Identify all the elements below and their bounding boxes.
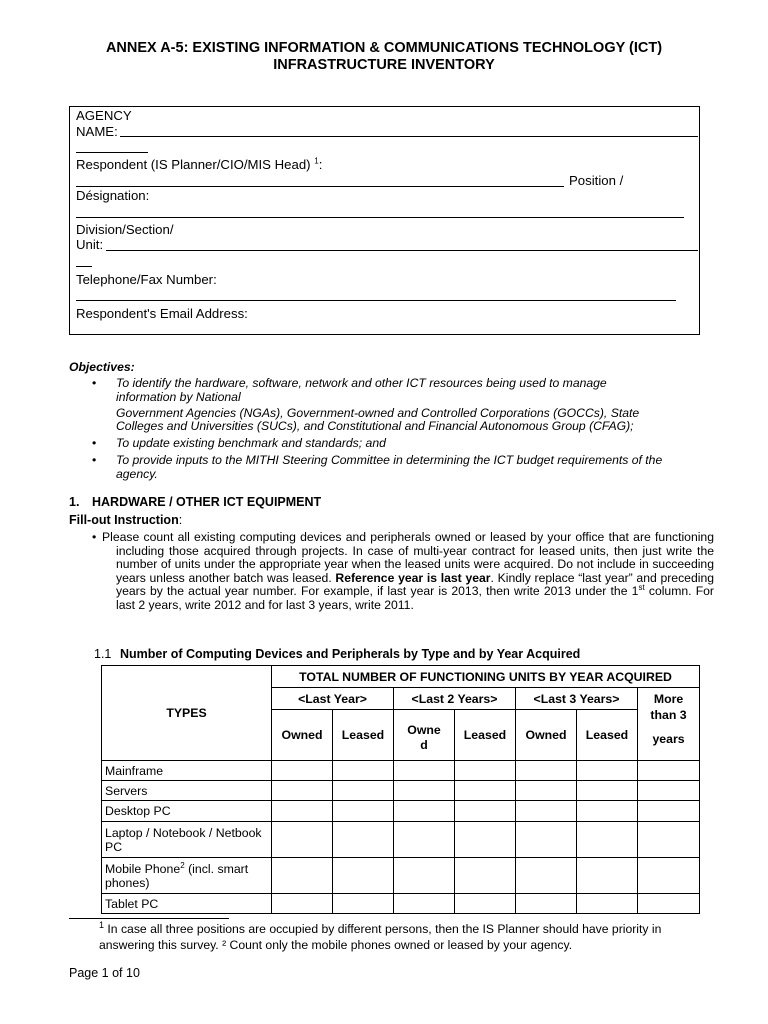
objective-1-line-4: Colleges and Universities (SUCs), and Constitutional and Financial Autonomous Group (CFAG); <box>116 419 634 433</box>
footnote-text-2: Count only the mobile phones owned or leased by your agency. <box>226 938 573 952</box>
instruction-paragraph <box>102 531 714 612</box>
section-1-number: 1. <box>69 495 80 509</box>
objective-3-line-2: agency. <box>116 467 158 481</box>
subsection-heading: Number of Computing Devices and Peripherals by Type and by Year Acquired <box>120 647 581 661</box>
table-row <box>102 761 700 781</box>
objectives-heading: Objectives: <box>69 360 135 374</box>
input-cell[interactable] <box>455 894 516 914</box>
input-cell[interactable] <box>577 761 638 781</box>
years-label: years <box>652 732 685 746</box>
division-label-1: Division/Section/ <box>76 222 174 237</box>
instruction-text-2: . Kindly replace “last year” and preceding years by the actual year number. For example, if last year is 2013, then write 2013 under the 1 <box>116 570 714 598</box>
respondent-footnote-marker: 1 <box>314 156 319 166</box>
types-header: TYPES <box>102 666 272 761</box>
subsection-number: 1.1 <box>94 647 112 661</box>
owned-header-2 <box>394 710 455 761</box>
instruction-text-3: column. For last 2 years, write 2012 and for last 3 years, write 2011. <box>116 584 714 612</box>
respondent-label-text: Respondent (IS Planner/CIO/MIS Head) <box>76 157 311 172</box>
input-cell[interactable] <box>455 801 516 822</box>
respondent-label <box>76 157 322 172</box>
owned-header-2-part-1: Owne <box>407 723 441 737</box>
footnote-marker-2: ² <box>222 938 227 952</box>
mobile-footnote-marker: 2 <box>180 860 185 870</box>
position-label: Position / <box>569 173 624 188</box>
title-line-2: INFRASTRUCTURE INVENTORY <box>273 57 495 73</box>
division-input-cont[interactable] <box>76 266 92 267</box>
input-cell[interactable] <box>516 801 577 822</box>
designation-input[interactable] <box>76 217 684 218</box>
agency-name-label-1: AGENCY <box>76 108 132 123</box>
owned-header-2-part-2: d <box>420 738 428 752</box>
instruction-bullet: • <box>92 530 97 544</box>
input-cell[interactable] <box>455 781 516 801</box>
division-label-2: Unit: <box>76 237 104 252</box>
input-cell[interactable] <box>516 781 577 801</box>
mobile-suffix: (incl. smart phones) <box>105 861 249 890</box>
input-cell[interactable] <box>394 761 455 781</box>
input-cell[interactable] <box>272 858 333 894</box>
table-row <box>102 894 700 914</box>
input-cell[interactable] <box>516 894 577 914</box>
input-cell[interactable] <box>516 822 577 858</box>
total-units-header: TOTAL NUMBER OF FUNCTIONING UNITS BY YEAR ACQUIRED <box>272 666 700 688</box>
input-cell[interactable] <box>272 801 333 822</box>
more-than-3-label: More than 3 <box>650 692 687 722</box>
input-cell[interactable] <box>394 822 455 858</box>
fill-out-instruction-label: Fill-out Instruction <box>69 513 179 527</box>
instruction-reference-year: Reference year is last year <box>335 570 491 585</box>
input-cell[interactable] <box>333 801 394 822</box>
row-label-tablet: Tablet PC <box>102 894 272 914</box>
input-cell[interactable] <box>577 858 638 894</box>
input-cell[interactable] <box>394 894 455 914</box>
respondent-colon: : <box>318 157 323 172</box>
title-line-1: ANNEX A-5: EXISTING INFORMATION & COMMUNICATIONS TECHNOLOGY (ICT) <box>105 40 663 56</box>
table-row <box>102 801 700 822</box>
row-label-servers: Servers <box>102 781 272 801</box>
email-input[interactable] <box>76 334 644 335</box>
footnote-marker-1: 1 <box>99 919 105 930</box>
input-cell[interactable] <box>638 761 700 781</box>
input-cell[interactable] <box>394 781 455 801</box>
agency-name-input-cont[interactable] <box>76 152 148 153</box>
input-cell[interactable] <box>638 894 700 914</box>
agency-name-input[interactable] <box>120 136 698 137</box>
input-cell[interactable] <box>577 894 638 914</box>
instruction-text-1: Please count all existing computing devices and peripherals owned or leased by your office that are functioning including those acquired through projects. In case of multi-year contract for leased units, then just write the number of units under the appropriate year when the leased units were acquired. Do not include in succeeding years unless another batch was leased. <box>102 530 714 585</box>
input-cell[interactable] <box>638 858 700 894</box>
last-year-header: <Last Year> <box>272 688 394 710</box>
input-cell[interactable] <box>577 801 638 822</box>
owned-header-3: Owned <box>516 710 577 761</box>
input-cell[interactable] <box>333 822 394 858</box>
row-label-mainframe: Mainframe <box>102 761 272 781</box>
table-row <box>102 822 700 858</box>
input-cell[interactable] <box>333 761 394 781</box>
input-cell[interactable] <box>272 894 333 914</box>
footnote <box>99 921 699 953</box>
footnote-rule <box>69 918 229 919</box>
input-cell[interactable] <box>516 858 577 894</box>
fill-out-instruction <box>69 513 182 528</box>
email-label: Respondent's Email Address: <box>76 306 248 321</box>
row-label-laptop: Laptop / Notebook / Netbook PC <box>102 822 272 858</box>
objective-1-line-2: information by National <box>116 390 241 404</box>
telephone-input[interactable] <box>76 300 676 301</box>
input-cell[interactable] <box>272 781 333 801</box>
leased-header-1: Leased <box>333 710 394 761</box>
input-cell[interactable] <box>394 801 455 822</box>
input-cell[interactable] <box>638 801 700 822</box>
row-label-desktop: Desktop PC <box>102 801 272 822</box>
input-cell[interactable] <box>577 781 638 801</box>
last-2-years-header: <Last 2 Years> <box>394 688 516 710</box>
objective-1-line-1: To identify the hardware, software, network and other ICT resources being used to manage <box>116 376 607 390</box>
telephone-label: Telephone/Fax Number: <box>76 272 217 287</box>
row-label-mobile <box>102 858 272 894</box>
input-cell[interactable] <box>516 761 577 781</box>
input-cell[interactable] <box>333 894 394 914</box>
leased-header-2: Leased <box>455 710 516 761</box>
last-3-years-header: <Last 3 Years> <box>516 688 638 710</box>
input-cell[interactable] <box>272 761 333 781</box>
input-cell[interactable] <box>272 822 333 858</box>
table-row <box>102 781 700 801</box>
designation-label: Désignation: <box>76 188 150 203</box>
objective-3-line-1: To provide inputs to the MITHI Steering Committee in determining the ICT budget requirements of the <box>116 453 663 467</box>
inventory-table <box>101 665 700 914</box>
respondent-input[interactable] <box>76 186 564 187</box>
objective-2-bullet: • <box>92 436 97 450</box>
input-cell[interactable] <box>638 781 700 801</box>
input-cell[interactable] <box>455 822 516 858</box>
objective-1-line-3: Government Agencies (NGAs), Government-owned and Controlled Corporations (GOCCs), State <box>116 406 640 420</box>
input-cell[interactable] <box>638 822 700 858</box>
owned-header-1: Owned <box>272 710 333 761</box>
input-cell[interactable] <box>455 858 516 894</box>
fill-out-instruction-colon: : <box>178 513 183 527</box>
table-row <box>102 858 700 894</box>
page-number: Page 1 of 10 <box>69 966 140 980</box>
input-cell[interactable] <box>455 761 516 781</box>
input-cell[interactable] <box>394 858 455 894</box>
leased-header-3: Leased <box>577 710 638 761</box>
footnote-text-1: In case all three positions are occupied by different persons, then the IS Planner should have priority in answering this survey. <box>99 922 662 952</box>
objective-2: To update existing benchmark and standards; and <box>116 436 386 450</box>
instruction-sup: st <box>638 582 645 592</box>
objective-3-bullet: • <box>92 453 97 467</box>
mobile-label: Mobile Phone <box>105 861 181 876</box>
section-1-heading: HARDWARE / OTHER ICT EQUIPMENT <box>92 495 322 509</box>
input-cell[interactable] <box>333 781 394 801</box>
more-than-3-years-header <box>638 688 700 761</box>
input-cell[interactable] <box>333 858 394 894</box>
document-title <box>0 40 768 74</box>
division-input[interactable] <box>106 250 698 251</box>
agency-name-label-2: NAME: <box>76 124 118 139</box>
objective-1-bullet: • <box>92 376 97 390</box>
input-cell[interactable] <box>577 822 638 858</box>
